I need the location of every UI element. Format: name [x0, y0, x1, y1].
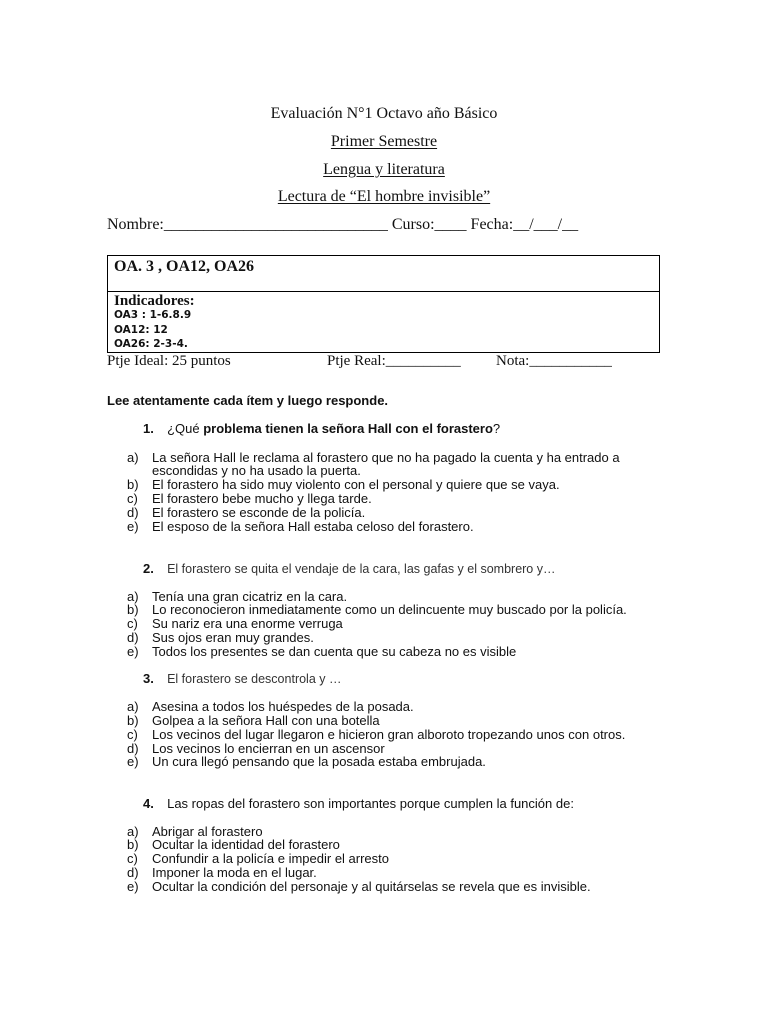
q1-option-b [127, 477, 560, 492]
question-3-number: 3. [143, 671, 154, 686]
q2-option-d [127, 630, 314, 645]
q2-option-d-letter: d) [127, 630, 139, 645]
q4-option-e-letter: e) [127, 879, 139, 894]
reading-text: Lectura de “El hombre invisible” [277, 188, 491, 205]
q3-option-d-text: Los vecinos lo encierran en un ascensor [152, 741, 385, 756]
q4-option-b [127, 837, 340, 852]
objectives-box [107, 255, 660, 353]
q1-option-c-text: El forastero bebe mucho y llega tarde. [152, 491, 372, 506]
q1-option-b-letter: b) [127, 477, 139, 492]
question-1 [143, 421, 500, 436]
q3-option-a [127, 699, 414, 714]
q1-option-a-cont: escondidas y no ha usado la puerta. [152, 463, 361, 478]
q2-option-c [127, 616, 343, 631]
question-2-text: El forastero se quita el vendaje de la cara, las gafas y el sombrero y… [167, 562, 556, 576]
q1-option-e [127, 519, 474, 534]
indicator-oa3: OA3 : 1-6.8.9 [114, 309, 192, 321]
q3-option-e [127, 754, 486, 769]
reading-title [0, 188, 768, 206]
score-ideal: Ptje Ideal: 25 puntos [107, 353, 231, 369]
q1-option-a-letter: a) [127, 450, 139, 465]
q3-option-c-letter: c) [127, 727, 138, 742]
q3-option-e-text: Un cura llegó pensando que la posada estaba embrujada. [152, 754, 486, 769]
subject-text: Lengua y literatura [323, 161, 445, 178]
q2-option-b-letter: b) [127, 602, 139, 617]
q3-option-e-letter: e) [127, 754, 139, 769]
semester-title [0, 133, 768, 151]
q2-option-b-text: Lo reconocieron inmediatamente como un delincuente muy buscado por la policía. [152, 602, 627, 617]
q1-option-c [127, 491, 372, 506]
q1-option-e-letter: e) [127, 519, 139, 534]
q4-option-c-text: Confundir a la policía e impedir el arresto [152, 851, 390, 866]
q1-option-d-text: El forastero se esconde de la policía. [152, 505, 366, 520]
question-1-suffix: ? [492, 421, 501, 436]
q4-option-d-letter: d) [127, 865, 139, 880]
q4-option-a-text: Abrigar al forastero [152, 824, 263, 839]
q4-option-d-text: Imponer la moda en el lugar. [152, 865, 317, 880]
q3-option-b-letter: b) [127, 713, 139, 728]
indicator-oa12: OA12: 12 [114, 324, 168, 336]
question-4-text: Las ropas del forastero son importantes porque cumplen la función de: [167, 796, 574, 811]
student-info-line: Nombre:____________________________ Curso:____ Fecha:__/___/__ [107, 216, 579, 233]
question-3-text: El forastero se descontrola y … [167, 672, 342, 686]
q2-option-e-letter: e) [127, 644, 139, 659]
q2-option-e [127, 644, 516, 659]
q2-option-d-text: Sus ojos eran muy grandes. [152, 630, 314, 645]
exam-title [0, 105, 768, 123]
q2-option-b [127, 602, 627, 617]
q1-option-d-letter: d) [127, 505, 139, 520]
indicator-oa26: OA26: 2-3-4. [114, 338, 188, 350]
q1-option-c-letter: c) [127, 491, 138, 506]
q2-option-c-text: Su nariz era una enorme verruga [152, 616, 343, 631]
q3-option-b [127, 713, 380, 728]
q1-option-e-text: El esposo de la señora Hall estaba celoso del forastero. [152, 519, 474, 534]
question-4-number: 4. [143, 796, 154, 811]
q1-option-a-text: La señora Hall le reclama al forastero que no ha pagado la cuenta y ha entrado a [152, 450, 620, 465]
q3-option-a-text: Asesina a todos los huéspedes de la posada. [152, 699, 414, 714]
question-1-number: 1. [143, 421, 154, 436]
question-2-number: 2. [143, 561, 154, 576]
q4-option-b-letter: b) [127, 837, 139, 852]
q3-option-b-text: Golpea a la señora Hall con una botella [152, 713, 380, 728]
objectives-title: OA. 3 , OA12, OA26 [114, 258, 254, 275]
q4-option-c [127, 851, 389, 866]
q4-option-a-letter: a) [127, 824, 139, 839]
question-2 [143, 561, 556, 576]
question-4 [143, 796, 574, 811]
exam-title-text: Evaluación N°1 Octavo año Básico [270, 105, 498, 122]
score-nota: Nota:___________ [496, 353, 612, 369]
question-1-prefix: ¿Qué [167, 421, 204, 436]
q2-option-a-text: Tenía una gran cicatriz en la cara. [152, 589, 348, 604]
subject-title [0, 161, 768, 179]
semester-text: Primer Semestre [330, 133, 438, 150]
q1-option-d [127, 505, 365, 520]
instruction-text: Lee atentamente cada ítem y luego responde. [107, 393, 389, 408]
q4-option-d [127, 865, 317, 880]
q3-option-d-letter: d) [127, 741, 139, 756]
q1-option-b-text: El forastero ha sido muy violento con el personal y quiere que se vaya. [152, 477, 560, 492]
q2-option-a-letter: a) [127, 589, 139, 604]
question-3 [143, 671, 341, 686]
q4-option-e [127, 879, 591, 894]
q2-option-c-letter: c) [127, 616, 138, 631]
q4-option-e-text: Ocultar la condición del personaje y al quitárselas se revela que es invisible. [152, 879, 591, 894]
score-real: Ptje Real:__________ [327, 353, 461, 369]
question-1-bold: problema tienen la señora Hall con el forastero [203, 421, 493, 436]
indicators-title: Indicadores: [114, 293, 195, 309]
q4-option-c-letter: c) [127, 851, 138, 866]
q3-option-c-text: Los vecinos del lugar llegaron e hicieron gran alboroto tropezando unos con otros. [152, 727, 626, 742]
q3-option-c [127, 727, 625, 742]
q2-option-e-text: Todos los presentes se dan cuenta que su cabeza no es visible [152, 644, 517, 659]
q3-option-a-letter: a) [127, 699, 139, 714]
q4-option-b-text: Ocultar la identidad del forastero [152, 837, 340, 852]
objectives-divider [108, 291, 659, 292]
